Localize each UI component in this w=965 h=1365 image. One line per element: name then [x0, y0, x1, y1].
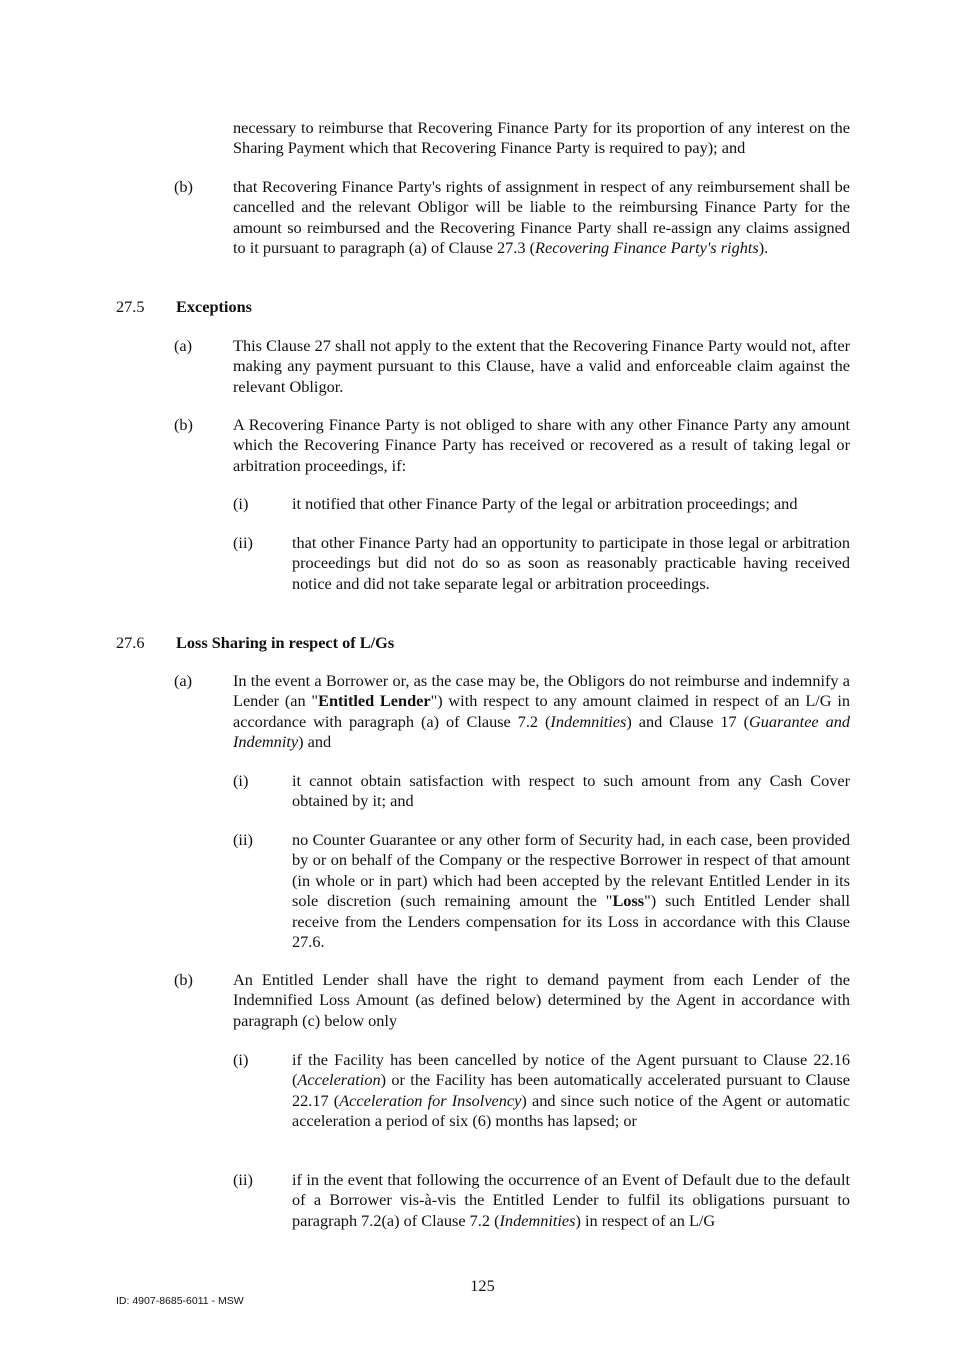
text-run: ) and Clause 17 ( [626, 711, 750, 731]
clause-ref-italic: Indemnities [550, 711, 627, 731]
text-run: ) and since such notice of the Agent or automatic acceleration a period of six (6) months has lapsed; or [292, 1090, 851, 1131]
page-number: 125 [470, 1276, 495, 1295]
item-label: (b) [174, 415, 193, 434]
item-b-text: that Recovering Finance Party's rights of assignment in respect of any reimbursement shall be cancelled and the relevant Obligor will be liable to the reimbursing Finance Party for the amount so reimbursed and the Recovering Finance Party shall re-assign any claims assigned to it pursuant to paragraph (a) of Clause 27.3 ( [233, 177, 850, 258]
section-number-27-6: 27.6 [116, 633, 145, 652]
defined-term: Loss [612, 891, 645, 911]
defined-term: Entitled Lender [318, 691, 431, 711]
subitem-label: (i) [233, 494, 249, 513]
exceptions-b-i-paragraph: it notified that other Finance Party of the legal or arbitration proceedings; and [292, 494, 798, 513]
loss-sharing-b-i-paragraph [292, 1050, 850, 1132]
text-run: ) or the Facility has been automatically accelerated pursuant to Clause 22.17 ( [292, 1070, 850, 1110]
item-b-text-end: ). [758, 238, 769, 258]
document-id: ID: 4907-8685-6011 - MSW [116, 1295, 244, 1307]
exceptions-b-paragraph: A Recovering Finance Party is not obliged to share with any other Finance Party any amount which the Recovering Finance Party has received or recovered as a result of taking legal or arbitration proceedings, if: [233, 415, 850, 475]
continuation-paragraph: necessary to reimburse that Recovering Finance Party for its proportion of any interest on the Sharing Payment which that Recovering Finance Party is required to pay); and [233, 118, 850, 158]
text-run: In the event a Borrower or, as the case may be, the Obligors do not reimburse and indemnify a Lender (an " [233, 671, 850, 711]
loss-sharing-a-ii-paragraph [292, 830, 850, 952]
loss-sharing-b-ii-paragraph [292, 1170, 850, 1231]
loss-sharing-a-i-paragraph: it cannot obtain satisfaction with respect to such amount from any Cash Cover obtained by it; and [292, 771, 850, 811]
exceptions-a-paragraph: This Clause 27 shall not apply to the extent that the Recovering Finance Party would not, after making any payment pursuant to this Clause, have a valid and enforceable claim against the relevant Obligor. [233, 336, 850, 396]
loss-sharing-a-paragraph [233, 671, 850, 753]
text-run: ") such Entitled Lender shall receive from the Lenders compensation for its Loss in accordance with this Clause 27.6. [292, 891, 851, 952]
section-title-loss-sharing: Loss Sharing in respect of L/Gs [176, 633, 395, 652]
clause-ref-italic: Acceleration [297, 1070, 381, 1090]
subitem-label: (ii) [233, 830, 253, 849]
clause-ref-italic: Indemnities [499, 1210, 576, 1230]
exceptions-b-ii-paragraph: that other Finance Party had an opportunity to participate in those legal or arbitration proceedings but did not do so as soon as reasonably practicable having received notice and did not take separate legal or arbitration proceedings. [292, 533, 850, 593]
text-run: ) in respect of an L/G [575, 1210, 716, 1230]
clause-ref-italic: Guarantee and Indemnity [233, 711, 850, 752]
subitem-label: (ii) [233, 1170, 253, 1189]
item-label: (b) [174, 177, 193, 196]
section-title-exceptions: Exceptions [176, 297, 252, 316]
text-run: no Counter Guarantee or any other form of Security had, in each case, been provided by or on behalf of the Company or the respective Borrower in respect of that amount (in whole or in part) which had been accepted by the relevant Entitled Lender in its sole discretion (such remaining amount the " [292, 830, 850, 911]
section-number-27-5: 27.5 [116, 297, 145, 316]
text-run: ") with respect to any amount claimed in respect of an L/G in accordance with paragraph (a) of Clause 7.2 ( [233, 691, 850, 731]
item-b-ref-italic: Recovering Finance Party's rights [535, 238, 759, 258]
clause-ref-italic: Acceleration for Insolvency [339, 1090, 522, 1110]
item-label: (a) [174, 671, 193, 690]
item-label: (a) [174, 336, 193, 355]
text-run: if in the event that following the occurrence of an Event of Default due to the default of a Borrower vis-à-vis the Entitled Lender to fulfil its obligations pursuant to paragraph 7.2(a) of Clause 7.2 ( [292, 1170, 850, 1230]
item-b-paragraph [233, 177, 850, 259]
text-run: if the Facility has been cancelled by notice of the Agent pursuant to Clause 22.16 ( [292, 1050, 850, 1090]
item-label: (b) [174, 970, 193, 989]
subitem-label: (i) [233, 771, 249, 790]
text-run: ) and [298, 732, 332, 752]
subitem-label: (i) [233, 1050, 249, 1069]
loss-sharing-b-paragraph: An Entitled Lender shall have the right to demand payment from each Lender of the Indemnified Loss Amount (as defined below) determined by the Agent in accordance with paragraph (c) below only [233, 970, 850, 1030]
subitem-label: (ii) [233, 533, 253, 552]
